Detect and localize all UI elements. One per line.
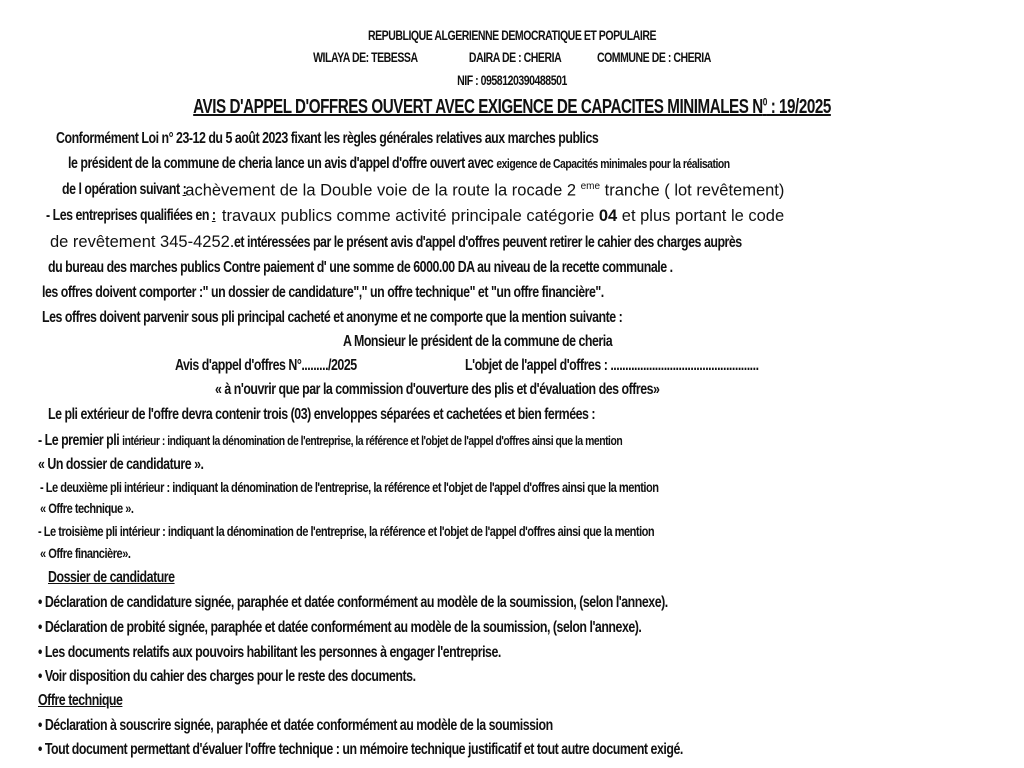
offer-contents: les offres doivent comporter :" un dossier de candidature"," un offre technique" et "un offre financière". xyxy=(42,284,604,301)
dossier-heading: Dossier de candidature xyxy=(48,569,175,586)
first-envelope-text: - Le premier pli intérieur : indiquant la dénomination de l'entreprise, la référence et l'objet de l'appel d'offres ainsi que la mention xyxy=(38,432,623,449)
second-envelope: - Le deuxième pli intérieur : indiquant la dénomination de l'entreprise, la référence et l'objet de l'appel d'offres ainsi que la mention xyxy=(40,480,659,495)
revetement-code: de revêtement 345-4252. xyxy=(50,233,235,251)
intro-line-4 xyxy=(46,207,784,226)
title-number: : 19/2025 xyxy=(766,96,831,118)
first-envelope xyxy=(38,432,768,450)
envelopes-intro: Le pli extérieur de l'offre devra contenir trois (03) enveloppes séparées et cachetées et bien fermées : xyxy=(48,406,596,423)
intro-line-3-colon: : xyxy=(182,181,187,198)
title-text: AVIS D'APPEL D'OFFRES OUVERT AVEC EXIGENCE DE CAPACITES MINIMALES N xyxy=(193,96,763,118)
second-envelope-mention: « Offre technique ». xyxy=(40,501,134,516)
operation-sup: eme xyxy=(580,181,601,192)
notice-title xyxy=(123,96,901,119)
wilaya-label: WILAYA DE: TEBESSA xyxy=(313,50,418,65)
intro-line-2-part-b: exigence de Capacités minimales pour la réalisation xyxy=(496,156,730,171)
dossier-item: • Déclaration de candidature signée, paraphée et datée conformément au modèle de la soumission, (selon l'annexe). xyxy=(38,594,668,611)
third-envelope: - Le troisième pli intérieur : indiquant la dénomination de l'entreprise, la référence et l'objet de l'appel d'offres ainsi que la mention xyxy=(38,524,655,539)
intro-line-3 xyxy=(62,181,784,200)
qualification-description: travaux publics comme activité principale catégorie 04 et plus portant le code xyxy=(221,207,785,225)
third-envelope-mention: « Offre financière». xyxy=(40,546,131,561)
payment-info: du bureau des marches publics Contre paiement d' une somme de 6000.00 DA au niveau de la recette communale . xyxy=(48,259,673,276)
commune-label: COMMUNE DE : CHERIA xyxy=(596,50,711,65)
dossier-item: • Les documents relatifs aux pouvoirs habilitant les personnes à engager l'entreprise. xyxy=(38,644,501,661)
dossier-item: • Voir disposition du cahier des charges pour le reste des documents. xyxy=(38,668,416,685)
intro-line-3-part-a: de l opération suivant : xyxy=(62,181,187,198)
technique-heading: Offre technique xyxy=(38,692,123,709)
intro-line-5 xyxy=(50,233,869,252)
address-tender-number: Avis d'appel d'offres N°........./2025 xyxy=(175,357,357,374)
operation-description: achèvement de la Double voie de la route la rocade 2 $^{eme}$ tranche ( lot revêtement) xyxy=(185,181,785,200)
intro-line-2 xyxy=(68,155,895,173)
address-tender-object: L'objet de l'appel d'offres : .................................................. xyxy=(465,357,759,374)
intro-line-4-colon: : xyxy=(211,207,216,224)
first-envelope-mention: « Un dossier de candidature ». xyxy=(38,456,204,473)
offer-submission: Les offres doivent parvenir sous pli principal cacheté et anonyme et ne comporte que la mention suivante : xyxy=(42,309,623,326)
technique-item: • Tout document permettant d'évaluer l'offre technique : un mémoire technique justificatif et tout autre document exigé. xyxy=(38,741,683,758)
category-number: 04 xyxy=(598,207,618,225)
republic-heading: REPUBLIQUE ALGERIENNE DEMOCRATIQUE ET POPULAIRE xyxy=(367,28,657,43)
intro-line-4-part-a: - Les entreprises qualifiées en : xyxy=(46,207,216,224)
address-recipient: A Monsieur le président de la commune de cheria xyxy=(343,333,613,350)
intro-line-2-part-a: le président de la commune de cheria lance un avis d'appel d'offre ouvert avec exigence de Capacités minimales pour la réalisation xyxy=(68,155,730,172)
address-opening-notice: « à n'ouvrir que par la commission d'ouverture des plis et d'évaluation des offres» xyxy=(215,381,660,398)
legal-reference: Conformément Loi n° 23-12 du 5 août 2023 fixant les règles générales relatives aux marches publics xyxy=(56,130,599,147)
technique-item: • Déclaration à souscrire signée, paraphée et datée conformément au modèle de la soumission xyxy=(38,717,553,734)
administrative-line xyxy=(113,50,912,66)
intro-line-5-part-b: et intéressées par le présent avis d'appel d'offres peuvent retirer le cahier des charges auprès xyxy=(234,234,743,251)
nif-number: NIF : 0958120390488501 xyxy=(457,73,567,88)
title-number-sup: 0 xyxy=(762,96,767,109)
dossier-item: • Déclaration de probité signée, paraphée et datée conformément au modèle de la soumission, (selon l'annexe). xyxy=(38,619,642,636)
daira-label: DAIRA DE : CHERIA xyxy=(468,50,561,65)
